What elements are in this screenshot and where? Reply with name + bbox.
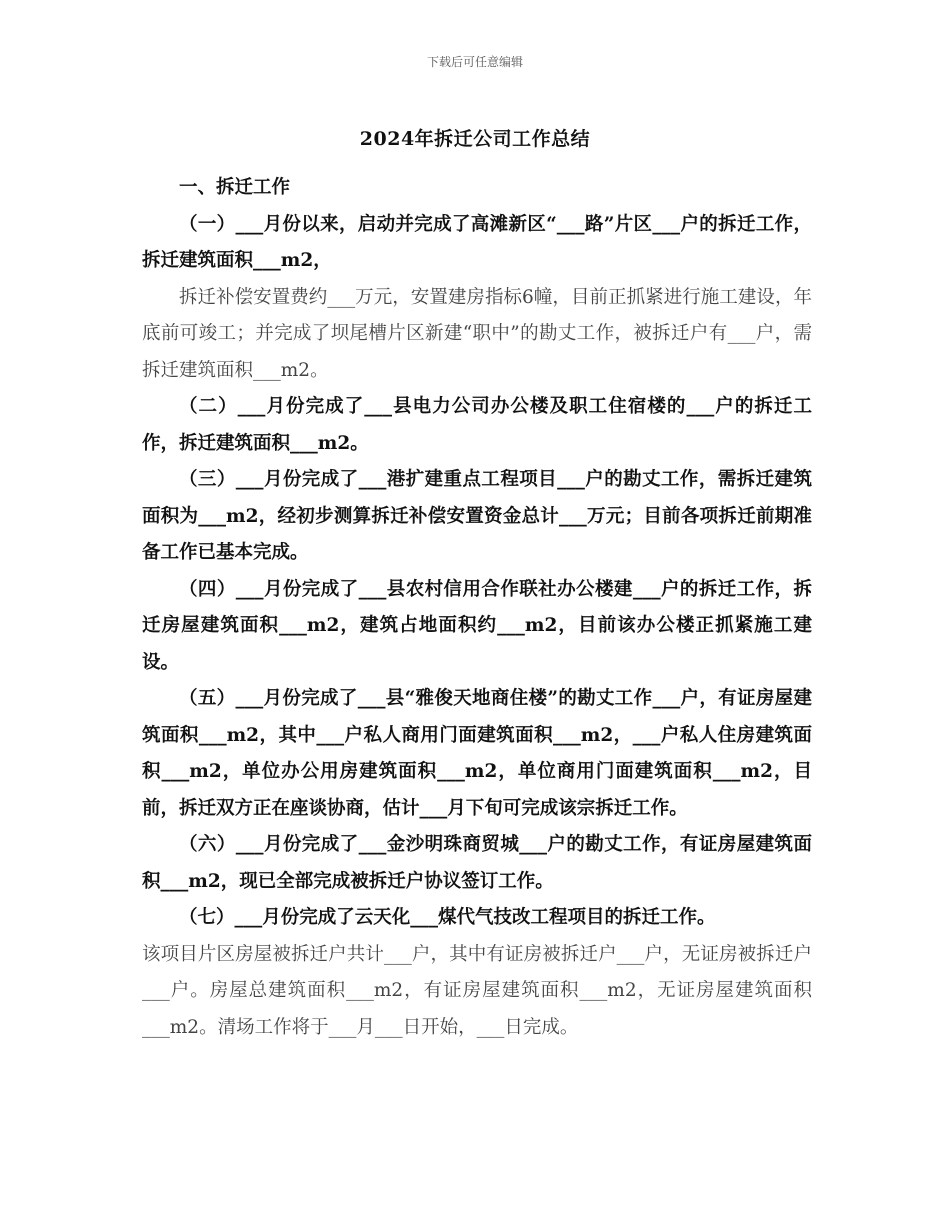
paragraph-item-5: （五）___月份完成了___县“雅俊天地商住楼”的勘丈工作___户，有证房屋建筑面积___m2，其中___户私人商用门面建筑面积___m2，___户私人住房建筑面积___m2，单位办公用房建筑面积___m2，单位商用门面建筑面积___m2，目前，拆迁双方正在座谈协商，估计___月下旬可完成该宗拆迁工作。 (142, 688, 812, 819)
paragraph-item-2: （二）___月份完成了___县电力公司办公楼及职工住宿楼的___户的拆迁工作，拆迁建筑面积___m2。 (142, 396, 812, 454)
document-body (142, 170, 812, 1046)
paragraph-item-4: （四）___月份完成了___县农村信用合作联社办公楼建___户的拆迁工作，拆迁房屋建筑面积___m2，建筑占地面积约___m2，目前该办公楼正抓紧施工建设。 (142, 578, 812, 673)
paragraph-item-3: （三）___月份完成了___港扩建重点工程项目___户的勘丈工作，需拆迁建筑面积为___m2，经初步测算拆迁补偿安置资金总计___万元；目前各项拆迁前期准备工作已基本完成。 (142, 469, 812, 563)
paragraph-item-1-detail: 拆迁补偿安置费约___万元，安置建房指标6幢，目前正抓紧进行施工建设，年底前可竣工；并完成了坝尾槽片区新建“职中”的勘丈工作，被拆迁户有___户，需拆迁建筑面积___m2。 (142, 286, 812, 381)
paragraph-item-1: （一）___月份以来，启动并完成了高滩新区“___路”片区___户的拆迁工作，拆迁建筑面积___m2， (142, 213, 812, 271)
section-heading: 一、拆迁工作 (179, 177, 291, 198)
document-title: 2024年拆迁公司工作总结 (359, 128, 591, 150)
paragraph-item-7: （七）___月份完成了云天化___煤代气技改工程项目的拆迁工作。 (179, 907, 716, 928)
page-header: 下载后可任意编辑 (426, 55, 523, 69)
paragraph-item-7-detail: 该项目片区房屋被拆迁户共计___户，其中有证房被拆迁户___户，无证房被拆迁户___户。房屋总建筑面积___m2，有证房屋建筑面积___m2，无证房屋建筑面积___m2。清场工作将于___月___日开始，___日完成。 (142, 943, 812, 1038)
paragraph-item-6: （六）___月份完成了___金沙明珠商贸城___户的勘丈工作，有证房屋建筑面积___m2，现已全部完成被拆迁户协议签订工作。 (142, 834, 812, 892)
